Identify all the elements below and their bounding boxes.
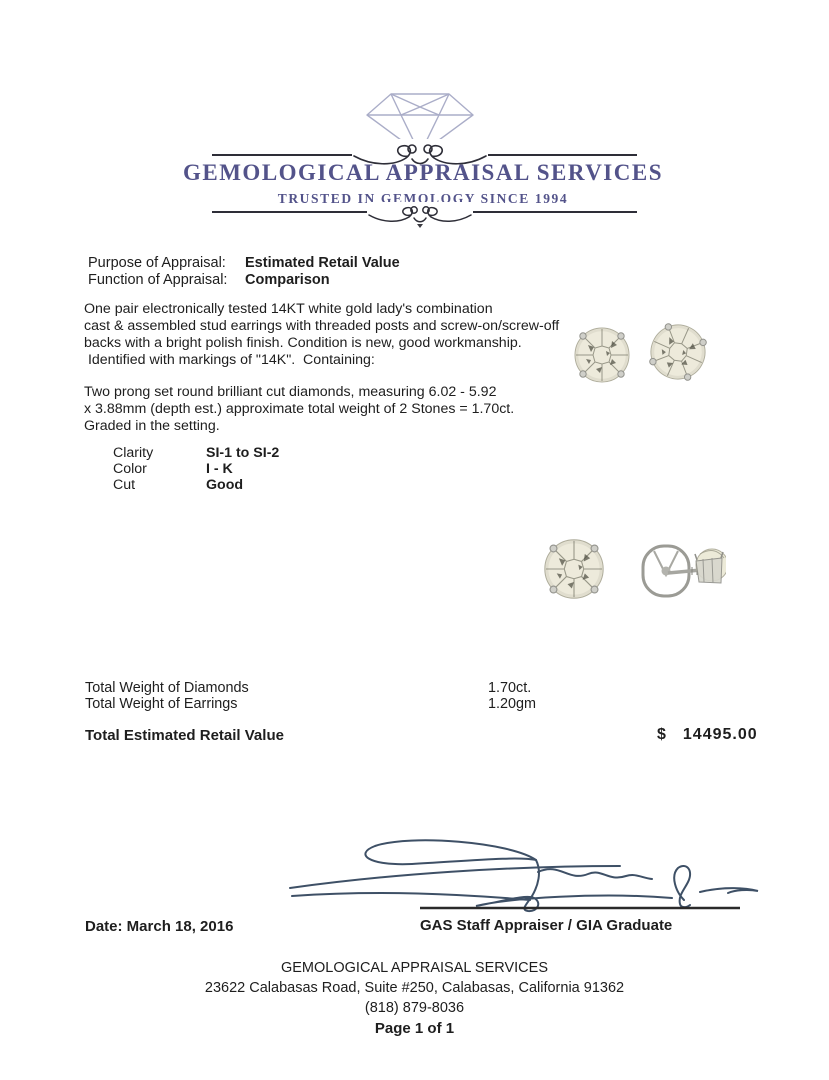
currency-symbol: $	[657, 726, 667, 743]
description-line: One pair electronically tested 14KT white gold lady's combination	[84, 301, 493, 317]
function-label: Function of Appraisal:	[88, 271, 228, 288]
side-view-stud-illustration	[695, 549, 726, 583]
weight-totals	[85, 680, 536, 712]
diamonds-weight-label: Total Weight of Diamonds	[85, 680, 249, 696]
description-line: backs with a bright polish finish. Condition is new, good workmanship.	[84, 335, 522, 351]
description-line: Two prong set round brilliant cut diamonds, measuring 6.02 - 5.92	[84, 384, 497, 400]
brand-title: GEMOLOGICAL APPRAISAL SERVICES	[182, 160, 663, 185]
spec-row-color	[113, 461, 279, 477]
cut-label: Cut	[113, 477, 136, 494]
appraisal-date: Date: March 18, 2016	[85, 918, 234, 935]
meta-row-purpose	[88, 255, 400, 272]
diamond-stud-earring-front-and-side-screw-back-photo	[524, 517, 726, 615]
clarity-label: Clarity	[113, 445, 154, 461]
page-indicator: Page 1 of 1	[374, 1020, 455, 1037]
footer-phone: (818) 879-8036	[364, 1000, 465, 1016]
footer-address: 23622 Calabasas Road, Suite #250, Calabasas, California 91362	[204, 980, 625, 996]
earrings-weight-label: Total Weight of Earrings	[85, 696, 238, 713]
grading-specs	[113, 445, 279, 494]
description-line: cast & assembled stud earrings with threaded posts and screw-on/screw-off	[84, 318, 560, 334]
brand-tagline: TRUSTED IN GEMOLOGY SINCE 1994	[277, 191, 569, 206]
color-value: I - K	[206, 461, 233, 478]
spec-row-clarity	[113, 445, 279, 461]
amount-number: 14495.00	[682, 726, 758, 743]
description-line: Identified with markings of "14K". Containing:	[84, 352, 375, 368]
description-line: x 3.88mm (depth est.) approximate total weight of 2 Stones = 1.70ct.	[84, 401, 515, 417]
spec-row-cut	[113, 477, 279, 493]
total-row-earrings	[85, 696, 536, 712]
cut-value: Good	[206, 477, 244, 494]
diamond-stud-earrings-front-pair-photo	[556, 312, 724, 394]
diamonds-weight-value: 1.70ct.	[488, 680, 532, 696]
meta-row-function	[88, 272, 400, 289]
appraiser-signature	[280, 838, 765, 916]
purpose-value: Estimated Retail Value	[245, 255, 400, 271]
appraisal-meta	[88, 255, 400, 288]
description-line: Graded in the setting.	[84, 418, 220, 434]
function-value: Comparison	[245, 271, 330, 288]
retail-value-label: Total Estimated Retail Value	[85, 727, 284, 744]
earrings-weight-value: 1.20gm	[488, 696, 536, 713]
purpose-label: Purpose of Appraisal:	[88, 255, 226, 271]
color-label: Color	[113, 461, 147, 478]
total-row-diamonds	[85, 680, 536, 696]
item-description-paragraph	[84, 301, 604, 369]
footer-company: GEMOLOGICAL APPRAISAL SERVICES	[280, 960, 548, 976]
footer-contact-block	[0, 958, 829, 1018]
clarity-value: SI-1 to SI-2	[206, 445, 280, 461]
appraiser-title: GAS Staff Appraiser / GIA Graduate	[420, 917, 673, 934]
scroll-flourish-small-icon	[367, 202, 473, 228]
retail-value-amount	[657, 726, 758, 744]
stone-description-paragraph	[84, 384, 604, 435]
